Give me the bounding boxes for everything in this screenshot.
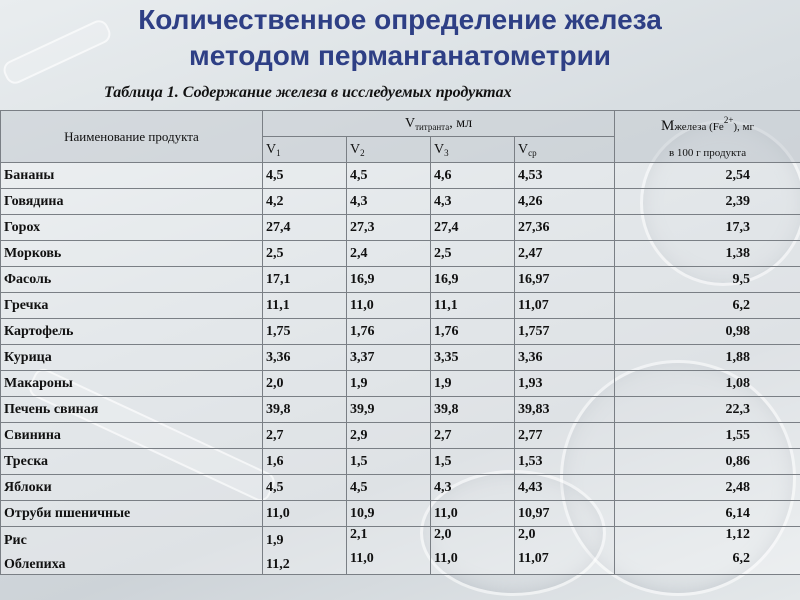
cell-vavg: 2,77 — [515, 423, 615, 449]
cell-v3: 11,1 — [431, 293, 515, 319]
cell-v2: 1,5 — [347, 449, 431, 475]
cell-vavg — [515, 527, 615, 575]
cell-vavg: 3,36 — [515, 345, 615, 371]
cell-v1: 2,5 — [263, 241, 347, 267]
table-caption: Таблица 1. Содержание железа в исследуемых продуктах — [104, 84, 512, 101]
cell-v3 — [431, 527, 515, 575]
cell-v3: 2,7 — [431, 423, 515, 449]
cell-product-name: Картофель — [1, 319, 263, 345]
cell-vavg-a: 2,0 — [518, 527, 536, 542]
header-m-superscript: 2+ — [723, 114, 734, 125]
header-vavg-symbol: V — [518, 141, 529, 157]
cell-v3: 1,76 — [431, 319, 515, 345]
cell-v3: 16,9 — [431, 267, 515, 293]
cell-v2: 2,4 — [347, 241, 431, 267]
header-v3 — [431, 137, 515, 163]
cell-v1: 2,7 — [263, 423, 347, 449]
cell-mass: 2,54 — [615, 163, 800, 189]
cell-v2: 10,9 — [347, 501, 431, 527]
cell-mass: 17,3 — [615, 215, 800, 241]
cell-v2-a: 2,1 — [350, 527, 368, 542]
cell-mass: 9,5 — [615, 267, 800, 293]
cell-v1: 1,6 — [263, 449, 347, 475]
cell-v2: 4,5 — [347, 163, 431, 189]
cell-vavg: 27,36 — [515, 215, 615, 241]
cell-v3: 11,0 — [431, 501, 515, 527]
cell-v1: 4,5 — [263, 163, 347, 189]
cell-v3: 4,6 — [431, 163, 515, 189]
header-v2-symbol: V — [350, 141, 361, 157]
cell-v1: 2,0 — [263, 371, 347, 397]
table-row — [1, 189, 800, 215]
header-v2 — [347, 137, 431, 163]
cell-vavg: 39,83 — [515, 397, 615, 423]
cell-v1: 4,5 — [263, 475, 347, 501]
cell-vavg: 10,97 — [515, 501, 615, 527]
table-row — [1, 371, 800, 397]
cell-v2 — [347, 527, 431, 575]
cell-product-name: Макароны — [1, 371, 263, 397]
header-v1-sub: 1 — [276, 147, 281, 158]
cell-vavg: 1,53 — [515, 449, 615, 475]
cell-v2: 27,3 — [347, 215, 431, 241]
header-m-unit: ), мг — [733, 120, 755, 133]
cell-mass: 1,55 — [615, 423, 800, 449]
page-title — [0, 2, 800, 74]
cell-mass: 22,3 — [615, 397, 800, 423]
cell-mass: 1,88 — [615, 345, 800, 371]
cell-v3: 39,8 — [431, 397, 515, 423]
cell-v2: 11,0 — [347, 293, 431, 319]
cell-mass: 2,48 — [615, 475, 800, 501]
header-iron-mass — [615, 111, 800, 163]
cell-v3: 1,5 — [431, 449, 515, 475]
cell-product-name — [1, 527, 263, 575]
cell-v1: 27,4 — [263, 215, 347, 241]
cell-product-name: Печень свиная — [1, 397, 263, 423]
cell-v1: 11,1 — [263, 293, 347, 319]
header-row — [1, 111, 800, 137]
cell-v2: 4,3 — [347, 189, 431, 215]
table-row — [1, 241, 800, 267]
cell-vavg: 2,47 — [515, 241, 615, 267]
cell-product-name: Свинина — [1, 423, 263, 449]
cell-mass: 0,86 — [615, 449, 800, 475]
table-row — [1, 501, 800, 527]
cell-v2: 1,9 — [347, 371, 431, 397]
cell-v1: 3,36 — [263, 345, 347, 371]
cell-vavg: 16,97 — [515, 267, 615, 293]
cell-v3: 1,9 — [431, 371, 515, 397]
cell-vavg: 1,757 — [515, 319, 615, 345]
cell-vavg: 4,53 — [515, 163, 615, 189]
header-v-subscript: титранта — [415, 121, 450, 132]
cell-mass — [615, 527, 800, 575]
header-v1-symbol: V — [266, 141, 277, 157]
header-v1 — [263, 137, 347, 163]
cell-v2: 3,37 — [347, 345, 431, 371]
cell-v3: 4,3 — [431, 189, 515, 215]
table-row — [1, 163, 800, 189]
cell-v1: 39,8 — [263, 397, 347, 423]
cell-product-name: Треска — [1, 449, 263, 475]
cell-v1: 1,75 — [263, 319, 347, 345]
table-row — [1, 319, 800, 345]
cell-v1 — [263, 527, 347, 575]
cell-v2: 1,76 — [347, 319, 431, 345]
table-row-last — [1, 527, 800, 575]
cell-mass: 2,39 — [615, 189, 800, 215]
header-v3-symbol: V — [434, 141, 445, 157]
cell-v3: 4,3 — [431, 475, 515, 501]
cell-v1: 11,0 — [263, 501, 347, 527]
cell-v1-b: 11,2 — [266, 557, 290, 572]
header-m-subscript: железа (Fe — [674, 120, 724, 133]
header-v-unit: , мл — [449, 115, 473, 131]
table-row — [1, 345, 800, 371]
cell-product-name: Отруби пшеничные — [1, 501, 263, 527]
cell-v2: 39,9 — [347, 397, 431, 423]
cell-v2: 2,9 — [347, 423, 431, 449]
cell-mass: 0,98 — [615, 319, 800, 345]
cell-product-name: Фасоль — [1, 267, 263, 293]
table-row — [1, 267, 800, 293]
cell-product-name: Курица — [1, 345, 263, 371]
cell-mass: 6,2 — [615, 293, 800, 319]
header-v-symbol: V — [404, 115, 416, 131]
cell-product-name: Гречка — [1, 293, 263, 319]
cell-mass: 1,08 — [615, 371, 800, 397]
cell-product-name: Говядина — [1, 189, 263, 215]
iron-content-table — [0, 110, 800, 575]
title-line-2: методом перманганатометрии — [189, 40, 611, 71]
header-m-per: в 100 г продукта — [668, 146, 747, 159]
header-product-name: Наименование продукта — [1, 111, 263, 163]
cell-name-rice: Рис — [4, 533, 27, 548]
cell-v2: 16,9 — [347, 267, 431, 293]
header-titrant-volume — [263, 111, 615, 137]
cell-mass-a: 1,12 — [725, 527, 751, 542]
header-vavg-sub: ср — [528, 147, 537, 158]
table-row — [1, 475, 800, 501]
cell-v1: 17,1 — [263, 267, 347, 293]
cell-product-name: Бананы — [1, 163, 263, 189]
cell-vavg: 4,43 — [515, 475, 615, 501]
cell-v3-b: 11,0 — [434, 551, 458, 566]
cell-v2-b: 11,0 — [350, 551, 374, 566]
cell-vavg: 4,26 — [515, 189, 615, 215]
table-row — [1, 397, 800, 423]
cell-product-name: Яблоки — [1, 475, 263, 501]
header-v3-sub: 3 — [444, 147, 449, 158]
cell-v1: 4,2 — [263, 189, 347, 215]
cell-v2: 4,5 — [347, 475, 431, 501]
title-line-1: Количественное определение железа — [138, 4, 662, 35]
header-vavg — [515, 137, 615, 163]
cell-v3: 3,35 — [431, 345, 515, 371]
cell-name-sea-buckthorn: Облепиха — [4, 557, 66, 572]
cell-product-name: Морковь — [1, 241, 263, 267]
cell-v3: 2,5 — [431, 241, 515, 267]
header-v2-sub: 2 — [360, 147, 365, 158]
cell-vavg: 1,93 — [515, 371, 615, 397]
cell-mass: 6,14 — [615, 501, 800, 527]
table-row — [1, 423, 800, 449]
cell-product-name: Горох — [1, 215, 263, 241]
cell-v3: 27,4 — [431, 215, 515, 241]
table-row — [1, 215, 800, 241]
cell-v1-a: 1,9 — [266, 533, 284, 548]
cell-v3-a: 2,0 — [434, 527, 452, 542]
table-row — [1, 449, 800, 475]
header-m-symbol: M — [660, 117, 675, 134]
cell-vavg-b: 11,07 — [518, 551, 549, 566]
table-row — [1, 293, 800, 319]
cell-mass-b: 6,2 — [732, 551, 751, 566]
cell-mass: 1,38 — [615, 241, 800, 267]
cell-vavg: 11,07 — [515, 293, 615, 319]
